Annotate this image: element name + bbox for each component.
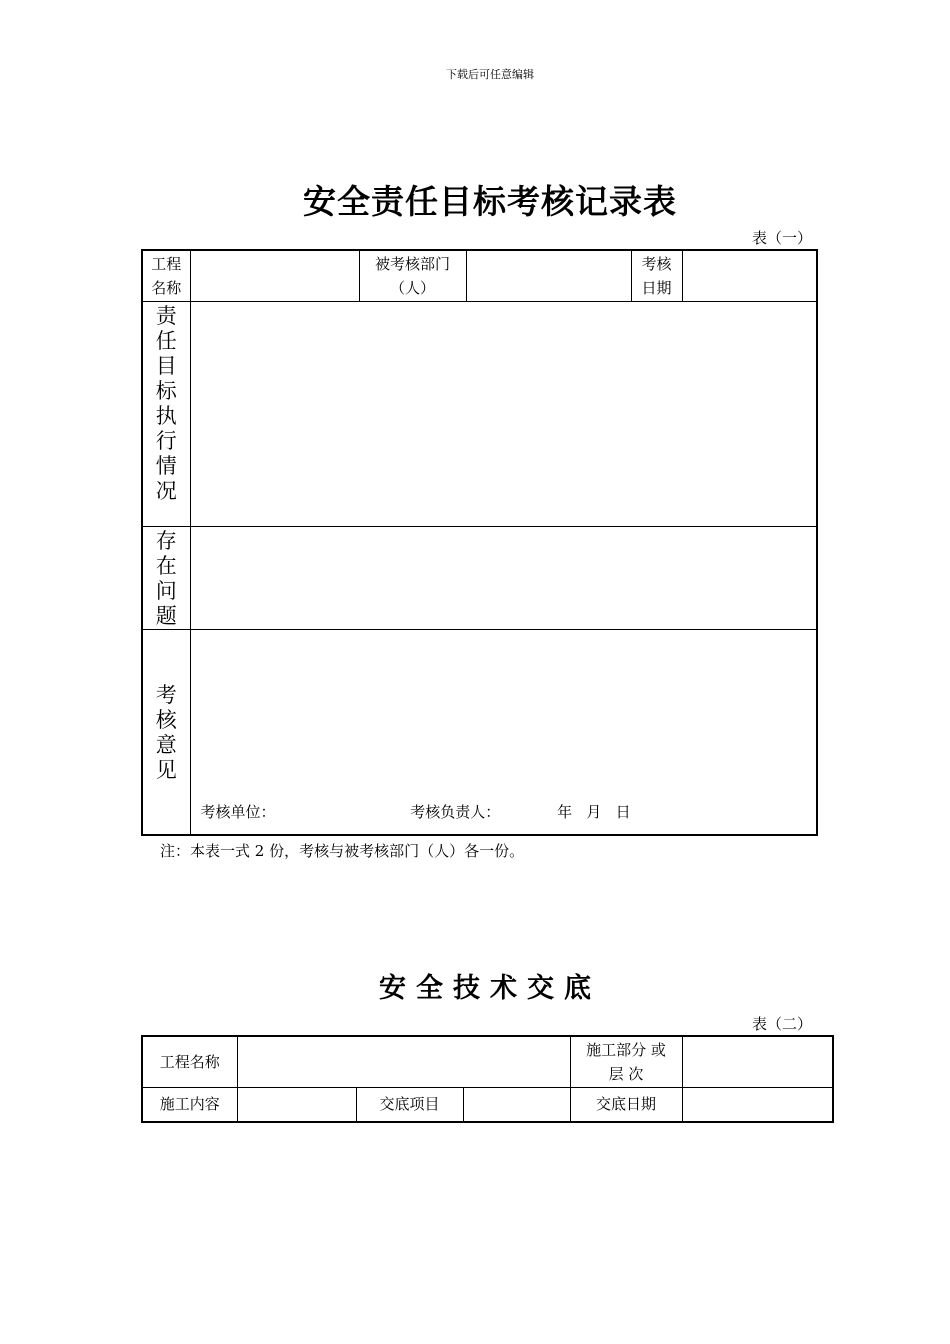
form1-header-row — [142, 250, 817, 301]
responsibility-label: 责任目标执行情况 — [142, 301, 190, 526]
assessed-dept-label: 被考核部门 （人） — [359, 250, 466, 301]
disclosure-date-label: 交底日期 — [570, 1087, 682, 1122]
date-label: 年 月 日 — [557, 803, 631, 821]
form2-table-tag: 表（二） — [751, 1015, 812, 1033]
assessing-person-label: 考核负责人： — [410, 803, 501, 821]
construction-content-field[interactable] — [237, 1087, 356, 1122]
opinion-row — [142, 629, 817, 835]
project-name-field[interactable] — [190, 250, 359, 301]
construction-part-field[interactable] — [682, 1036, 833, 1087]
form2-row-1 — [142, 1036, 833, 1087]
form2-title: 安全技术交底 — [379, 973, 601, 1004]
construction-content-label: 施工内容 — [142, 1087, 237, 1122]
form1-table — [141, 249, 818, 836]
opinion-field[interactable] — [190, 629, 817, 835]
disclosure-item-label: 交底项目 — [356, 1087, 463, 1122]
problems-label: 存在问题 — [142, 526, 190, 629]
form2-row-2 — [142, 1087, 833, 1122]
opinion-label: 考核意见 — [142, 629, 190, 835]
form2-table — [141, 1035, 834, 1123]
disclosure-item-field[interactable] — [463, 1087, 570, 1122]
responsibility-field[interactable] — [190, 301, 817, 526]
signature-row — [201, 801, 631, 822]
assessing-unit-label: 考核单位： — [200, 803, 276, 821]
form1-title: 安全责任目标考核记录表 — [303, 182, 677, 221]
problems-row — [142, 526, 817, 629]
form1-table-tag: 表（一） — [751, 229, 812, 247]
form1-footnote: 注：本表一式 2 份，考核与被考核部门（人）各一份。 — [160, 842, 525, 860]
assessed-dept-field[interactable] — [466, 250, 631, 301]
problems-field[interactable] — [190, 526, 817, 629]
form2-project-name-label: 工程名称 — [142, 1036, 237, 1087]
header-note: 下载后可任意编辑 — [446, 68, 534, 81]
construction-part-label: 施工部分 或 层 次 — [570, 1036, 682, 1087]
assessment-date-label: 考核 日期 — [631, 250, 682, 301]
disclosure-date-field[interactable] — [682, 1087, 833, 1122]
project-name-label: 工程 名称 — [142, 250, 190, 301]
assessment-date-field[interactable] — [682, 250, 817, 301]
responsibility-row — [142, 301, 817, 526]
form2-project-name-field[interactable] — [237, 1036, 570, 1087]
